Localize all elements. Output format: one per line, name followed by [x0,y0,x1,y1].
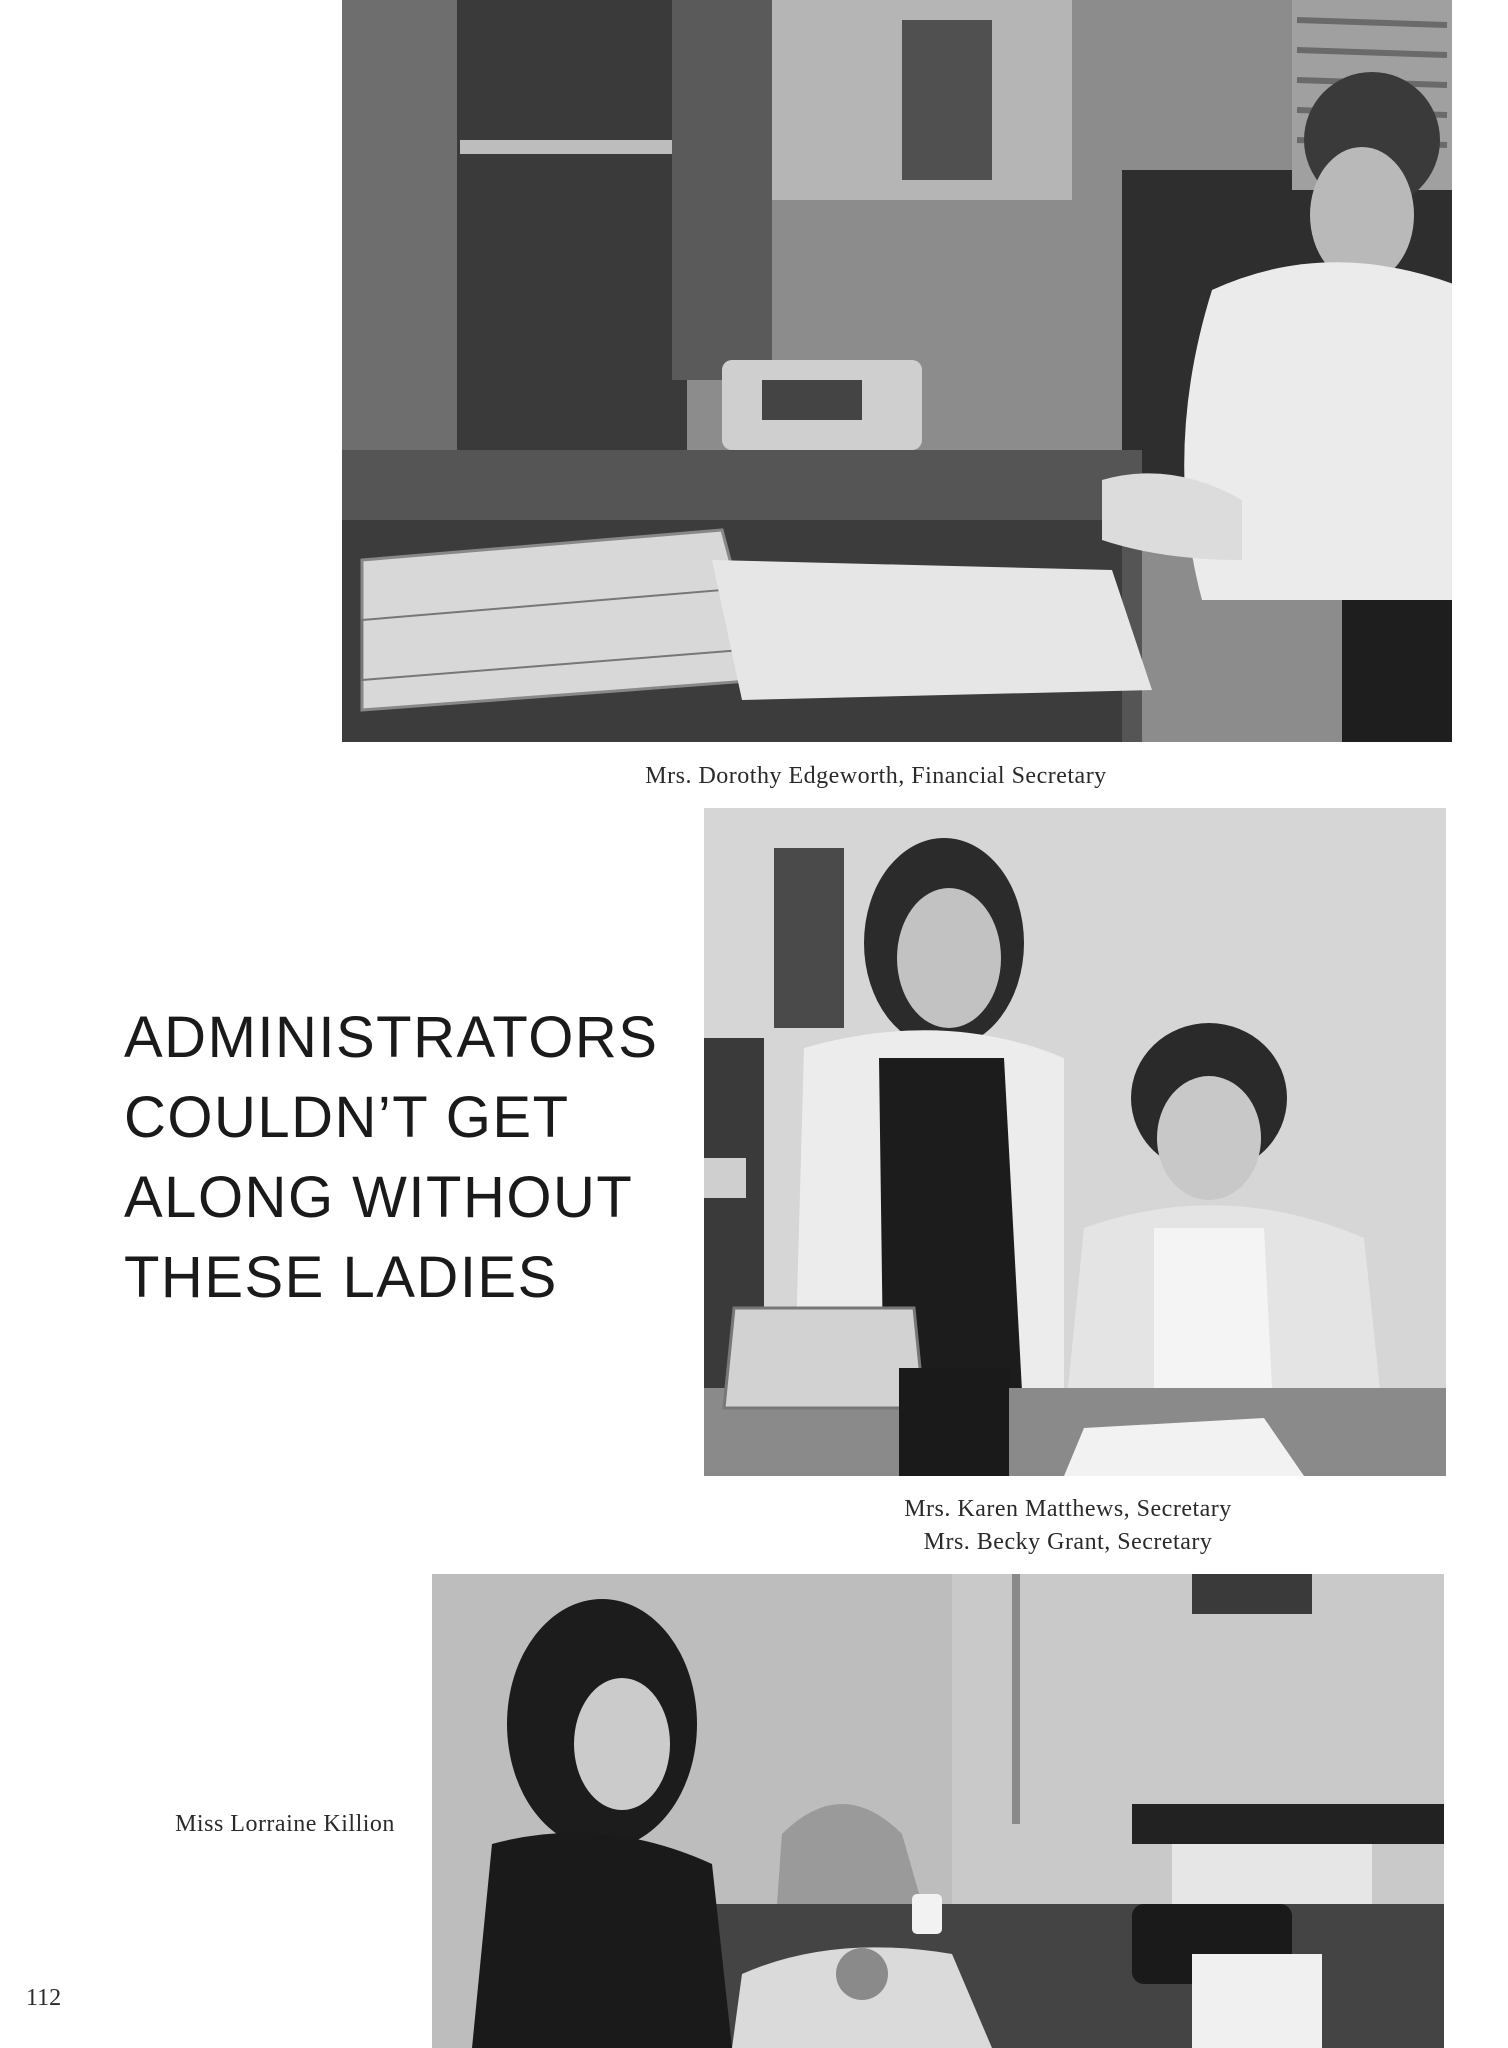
caption-line: Mrs. Karen Matthews, Secretary [904,1496,1232,1522]
headline-line-2: COULDN’T GET [124,1085,570,1150]
caption-line: Mrs. Dorothy Edgeworth, Financial Secretary [645,763,1107,789]
headline-line-4: THESE LADIES [124,1245,558,1310]
headline-line-3: ALONG WITHOUT [124,1165,634,1230]
page-number: 112 [26,1985,62,2011]
caption-line: Miss Lorraine Killion [175,1811,395,1837]
office-desk-photo-3 [432,1574,1444,2048]
page-headline [124,998,684,1318]
photo-two-secretaries [704,808,1446,1476]
caption-line: Mrs. Becky Grant, Secretary [923,1529,1213,1555]
caption-photo-1 [600,760,1152,793]
caption-photo-2 [858,1493,1278,1559]
office-desk-photo-1 [342,0,1452,742]
photo-typist [432,1574,1444,2048]
headline-line-1: ADMINISTRATORS [124,1005,659,1070]
caption-photo-3 [150,1808,420,1841]
photo-financial-secretary [342,0,1452,742]
office-desk-photo-2 [704,808,1446,1476]
